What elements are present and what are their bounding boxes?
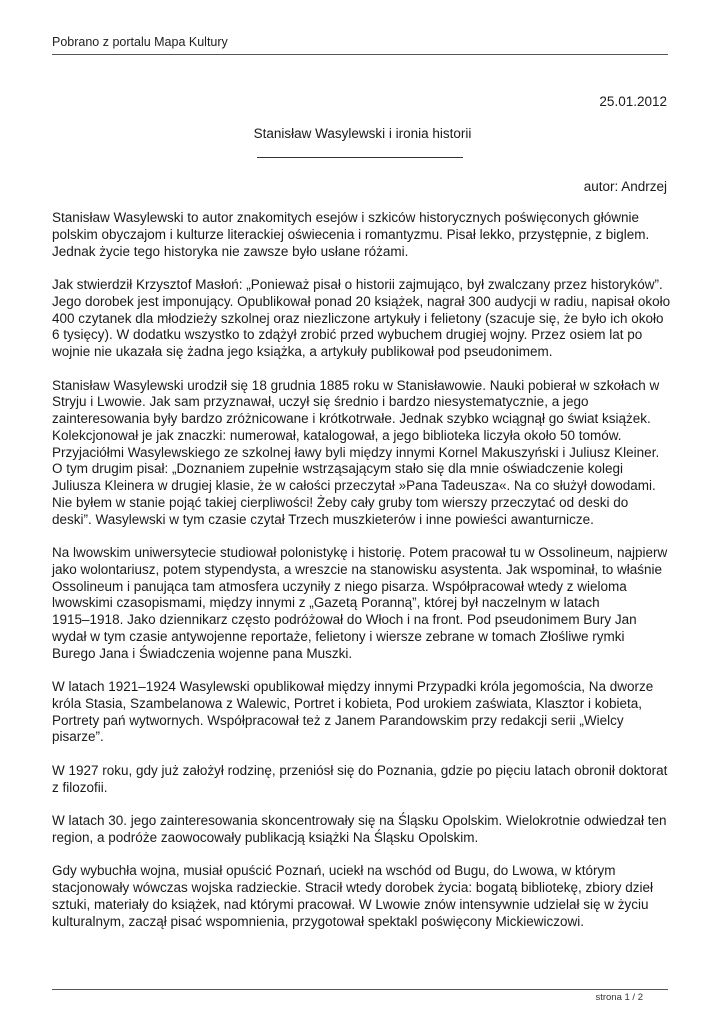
header-source: Pobrano z portalu Mapa Kultury — [52, 35, 228, 49]
article-date: 25.01.2012 — [599, 94, 667, 109]
paragraph: Stanisław Wasylewski urodził się 18 grudnia 1885 roku w Stanisławowie. Nauki pobierał w szkołach w Stryju i Lwowie. Jak sam przyznawał, uczył się średnio i bardzo niesystematycznie, a jego zainteresowania były bardzo zróżnicowane i krótkotrwałe. Jednak szybko wciągnął go świat książek. Kolekcjonował je jak znaczki: numerował, katalogował, a jego biblioteka liczyła około 50 tomów. Przyjaciółmi Wasylewskiego ze szkolnej ławy byli między innymi Kornel Makuszyński i Juliusz Kleiner. O tym drugim pisał: „Doznaniem zupełnie wstrząsającym stało się dla mnie oświadczenie kolegi Juliusza Kleinera w drugiej klasie, że w całości przeczytał »Pana Tadeusza«. Na co służył dowodami. Nie byłem w stanie pojąć takiej cierpliwości! Żeby cały gruby tom wierszy przeczytać od deski do deski”. Wasylewski w tym czasie czytał Trzech muszkieterów i inne powieści awanturnicze. — [52, 377, 660, 527]
paragraph: W latach 1921–1924 Wasylewski opublikował między innymi Przypadki króla jegomościa, Na dworze króla Stasia, Szambelanowa z Walewic, Portret i kobieta, Pod urokiem zaświata, Klasztor i kobieta, Portrety pań wytwornych. Współpracował też z Janem Parandowskim przy redakcji serii „Wielcy pisarze”. — [52, 679, 654, 745]
footer-divider — [52, 989, 668, 990]
paragraph: Na lwowskim uniwersytecie studiował polonistykę i historię. Potem pracował tu w Ossolineum, najpierw jako wolontariusz, potem stypendysta, a wreszcie na stanowisku asystenta. Jak wspominał, to właśnie Ossolineum i panująca tam atmosfera uczyniły z niego pisarza. Współpracował wtedy z wieloma lwowskimi czasopismami, między innymi z „Gazetą Poranną”, której był naczelnym w latach 1915–1918. Jako dziennikarz często podróżował do Włoch i na front. Pod pseudonimem Bury Jan wydał w tym czasie antywojenne reportaże, felietony i wiersze zebrane w tomach Złośliwe rymki Burego Jana i Świadczenia wojenne pana Muszki. — [52, 545, 668, 661]
paragraph: Stanisław Wasylewski to autor znakomitych esejów i szkiców historycznych poświęconych głównie polskim obyczajom i kulturze literackiej oświecenia i romantyzmu. Pisał lekko, przystępnie, z biglem. Jednak życie tego historyka nie zawsze było usłane różami. — [52, 210, 650, 259]
article-body — [52, 210, 672, 947]
header-divider — [52, 54, 668, 55]
page-number: strona 1 / 2 — [595, 992, 643, 1003]
article-author: autor: Andrzej — [583, 179, 667, 194]
title-underline — [257, 157, 463, 158]
article-title: Stanisław Wasylewski i ironia historii — [253, 126, 472, 141]
paragraph: Jak stwierdził Krzysztof Masłoń: „Ponieważ pisał o historii zajmująco, był zwalczany przez historyków”. Jego dorobek jest imponujący. Opublikował ponad 20 książek, nagrał 300 audycji w radiu, napisał około 400 czytanek dla młodzieży szkolnej oraz niezliczone artykuły i felietony (szacuje się, że było ich około 6 tysięcy). W dodatku wszystko to zdążył zrobić przed wybuchem drugiej wojny. Przez osiem lat po wojnie nie ukazała się żadna jego książka, a artykuły publikował pod pseudonimem. — [52, 277, 671, 359]
paragraph: W latach 30. jego zainteresowania skoncentrowały się na Śląsku Opolskim. Wielokrotnie odwiedzał ten region, a podróże zaowocowały publikacją książki Na Śląsku Opolskim. — [52, 813, 667, 845]
paragraph: W 1927 roku, gdy już założył rodzinę, przeniósł się do Poznania, gdzie po pięciu latach obronił doktorat z filozofii. — [52, 762, 668, 795]
paragraph: Gdy wybuchła wojna, musiał opuścić Poznań, uciekł na wschód od Bugu, do Lwowa, w którym stacjonowały wówczas wojska radzieckie. Stracił wtedy dorobek życia: bogatą bibliotekę, zbiory dzieł sztuki, materiały do książek, nad którymi pracował. W Lwowie znów intensywnie udzielał się w życiu kulturalnym, zaczął pisać wspomnienia, przygotował spektakl poświęcony Mickiewiczowi. — [52, 863, 654, 929]
